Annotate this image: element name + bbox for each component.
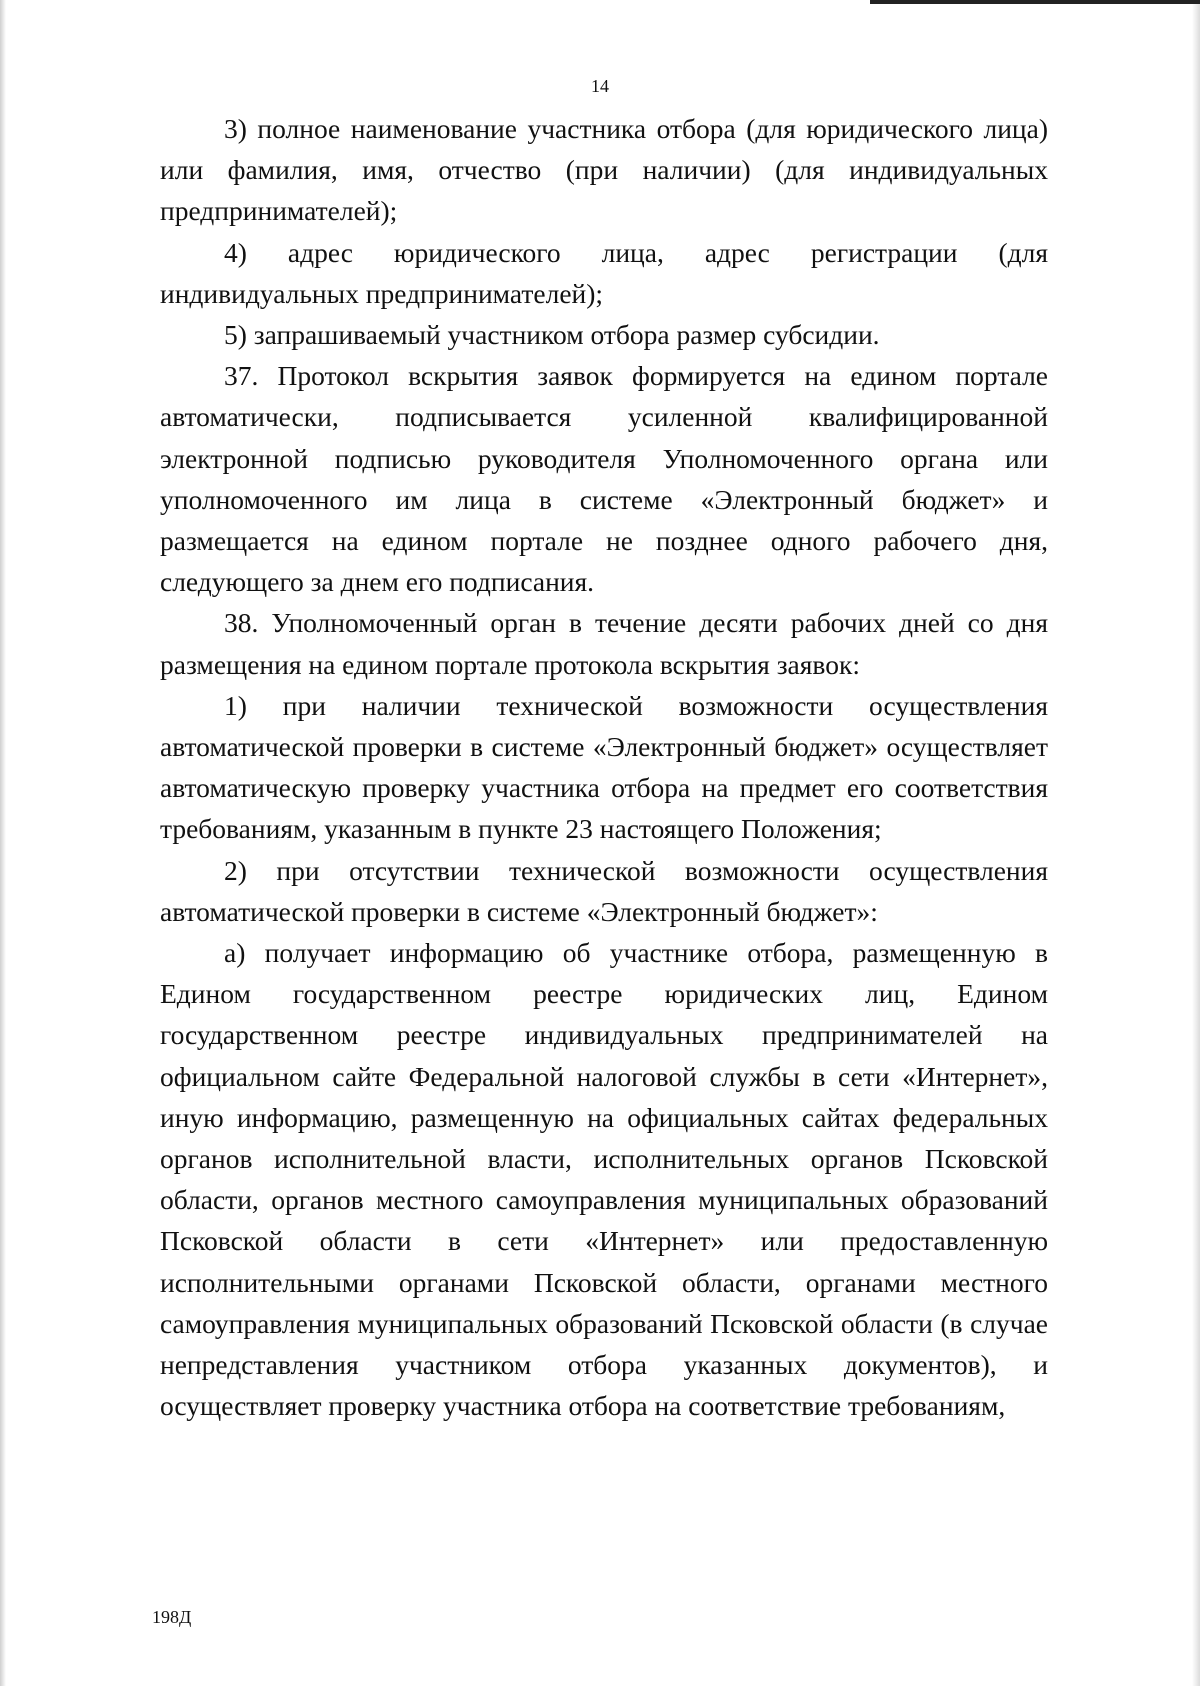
paragraph-subitem-2: 2) при отсутствии технической возможности осуществления автоматической проверки в системе «Электронный бюджет»: — [160, 854, 1048, 927]
document-body — [160, 108, 1048, 1427]
paragraph-subitem-a: а) получает информацию об участнике отбора, размещенную в Едином государственном реестре юридических лиц, Едином государственном реестре индивидуальных предпринимателей на официальном сайте Федеральной налоговой службы в сети «Интернет», иную информацию, размещенную на официальных сайтах федеральных органов исполнительной власти, исполнительных органов Псковской области, органов местного самоуправления муниципальных образований Псковской области в сети «Интернет» или предоставленную исполнительными органами Псковской области, органами местного самоуправления муниципальных образований Псковской области (в случае непредставления участником отбора указанных документов), и осуществляет проверку участника отбора на соответствие требованиям, — [160, 937, 1048, 1422]
paragraph-subitem-1: 1) при наличии технической возможности осуществления автоматической проверки в системе «Электронный бюджет» осуществляет автоматическую проверку участника отбора на предмет его соответствия требованиям, указанным в пункте 23 настоящего Положения; — [160, 689, 1048, 845]
document-footer-code: 198Д — [152, 1607, 192, 1627]
paragraph-clause-38: 38. Уполномоченный орган в течение десяти рабочих дней со дня размещения на едином портале протокола вскрытия заявок: — [160, 607, 1048, 680]
scan-edge-top — [870, 0, 1200, 4]
page-number: 14 — [591, 76, 609, 96]
paragraph-item-5: 5) запрашиваемый участником отбора размер субсидии. — [224, 319, 880, 351]
paragraph-clause-37: 37. Протокол вскрытия заявок формируется на едином портале автоматически, подписывается усиленной квалифицированной электронной подписью руководителя Уполномоченного органа или уполномоченного им лица в системе «Электронный бюджет» и размещается на едином портале не позднее одного рабочего дня, следующего за днем его подписания. — [160, 360, 1048, 598]
paragraph-item-4: 4) адрес юридического лица, адрес регистрации (для индивидуальных предпринимателей); — [160, 236, 1048, 309]
paragraph-item-3: 3) полное наименование участника отбора (для юридического лица) или фамилия, имя, отчество (при наличии) (для индивидуальных предпринимателей); — [160, 113, 1048, 227]
scan-edge-left — [0, 0, 6, 1686]
scan-edge-right — [1192, 0, 1200, 1686]
